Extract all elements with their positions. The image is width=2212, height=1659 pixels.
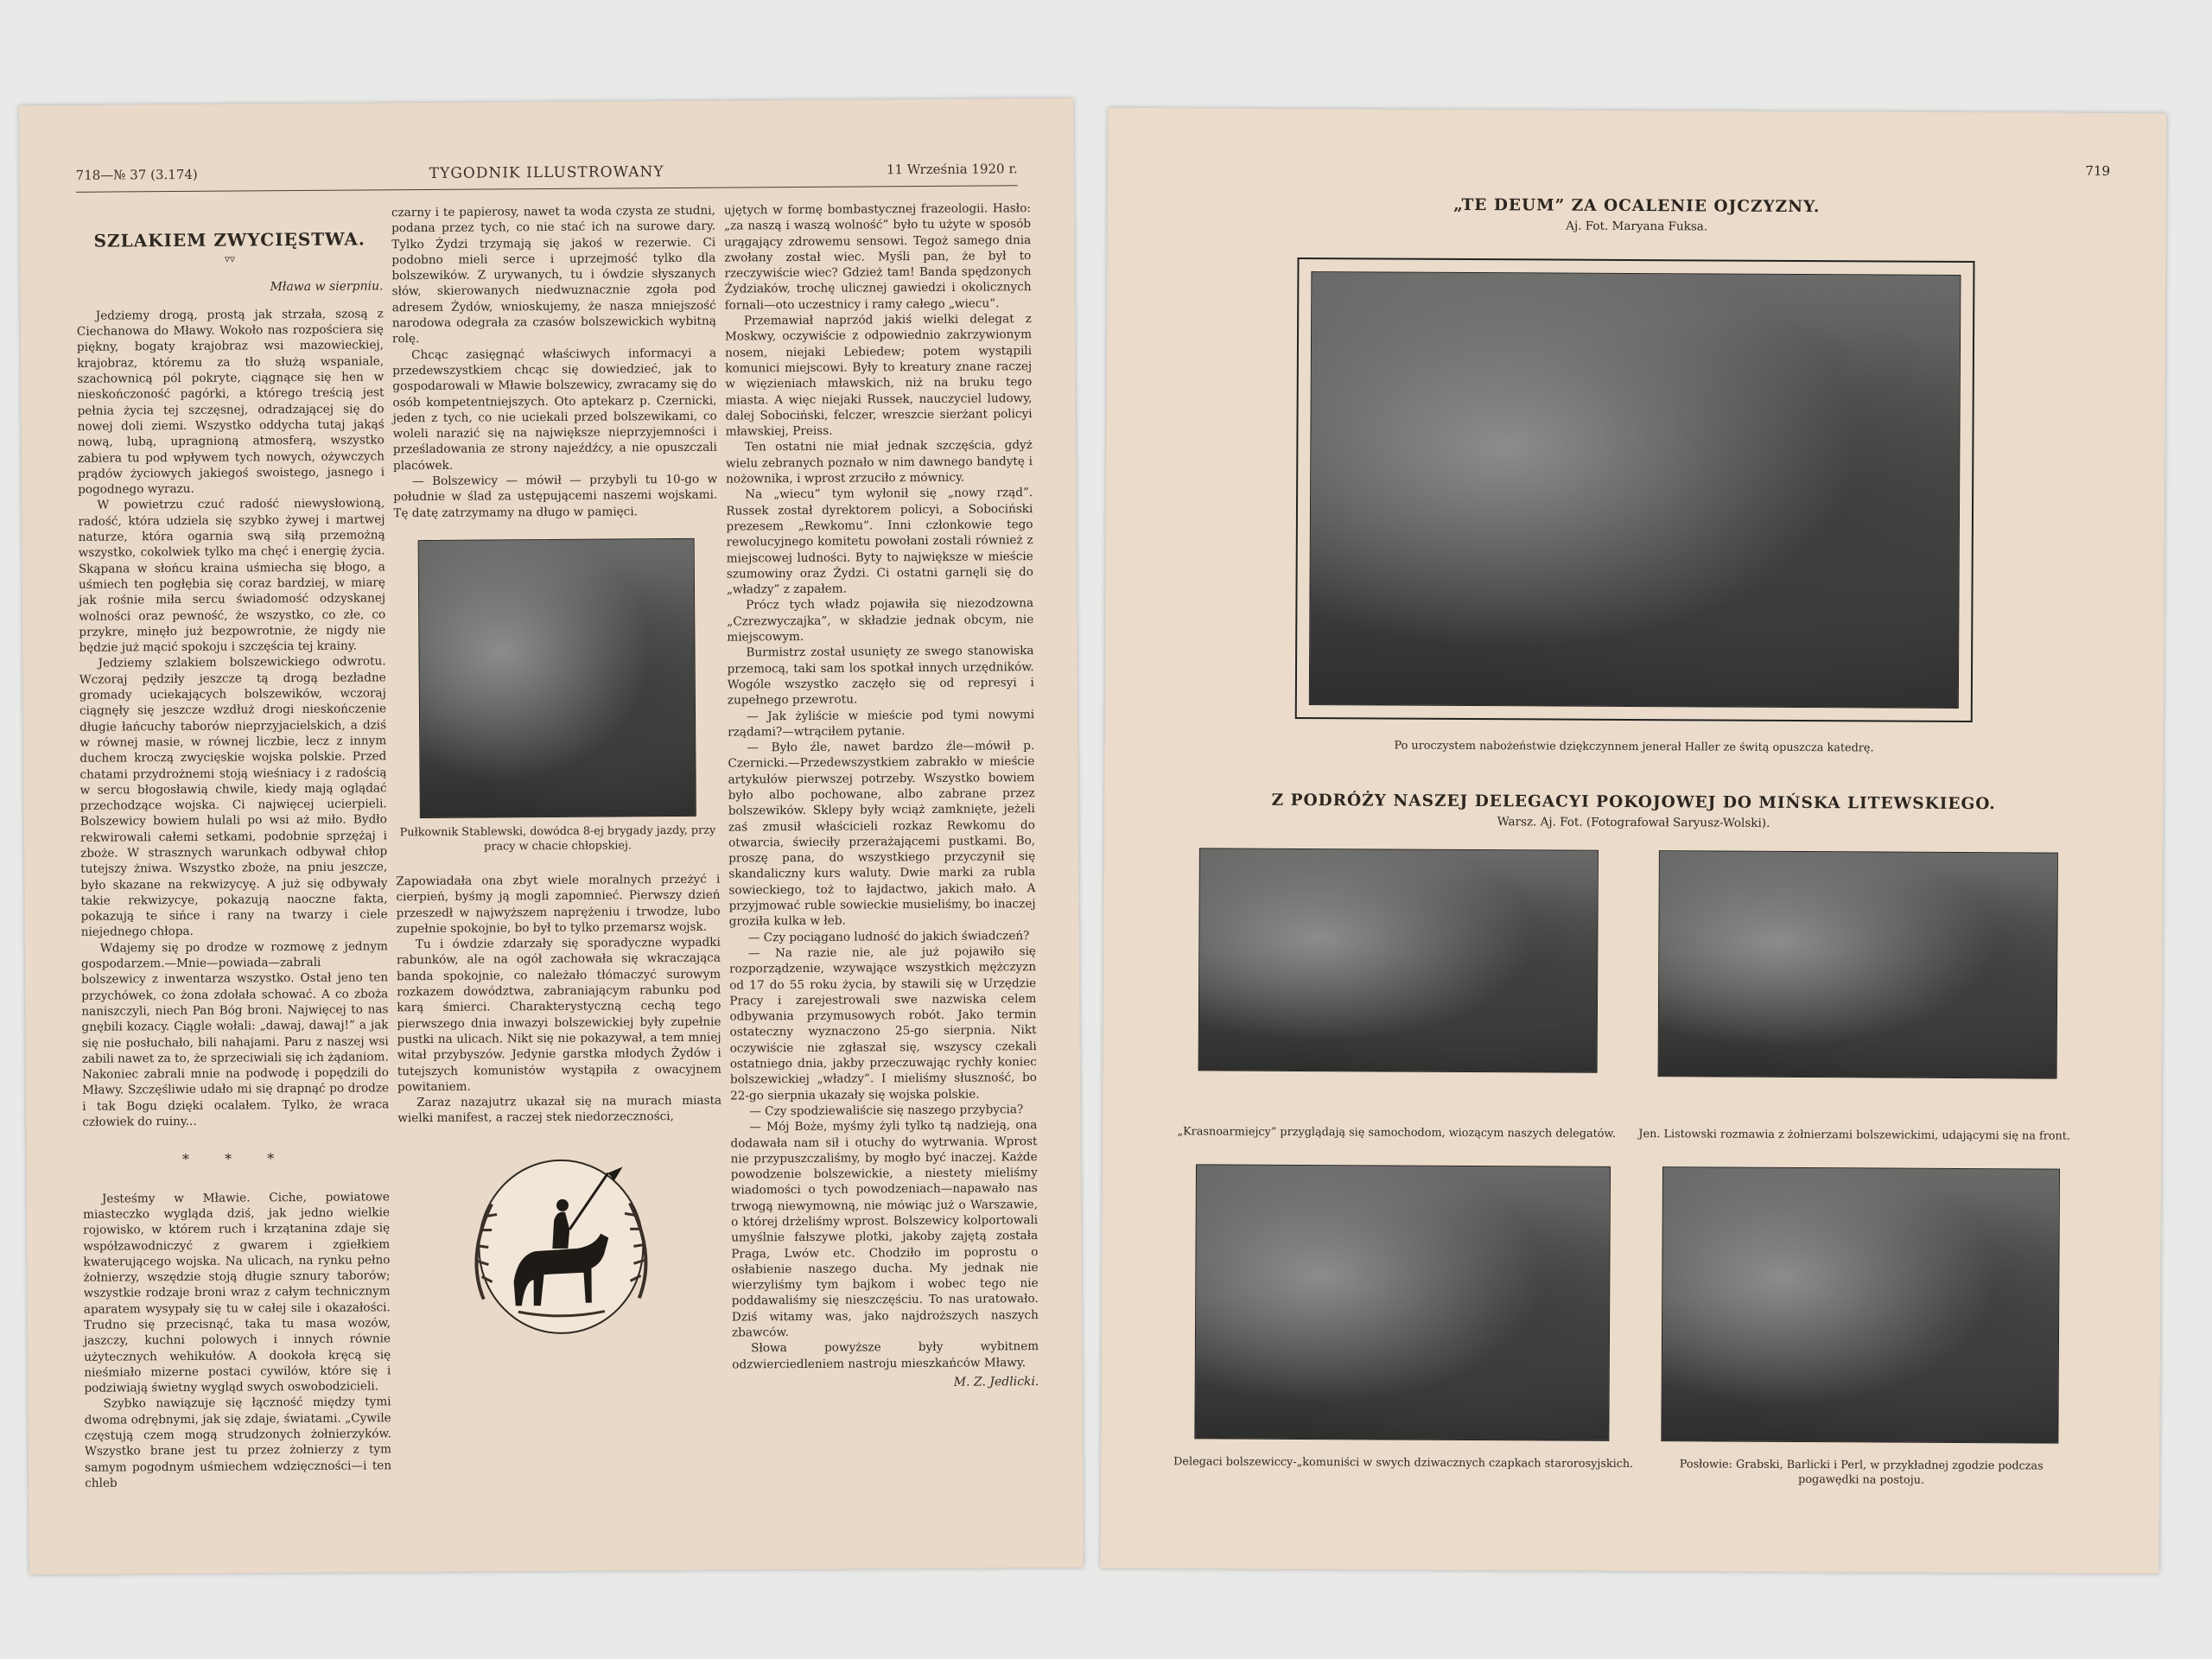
- paragraph: Jedziemy szlakiem bolszewickiego odwrotu. Wczoraj pędziły jeszcze tą drogą bezładne gromady uciekających bolszewików, wczoraj ciągnęły się jeszcze wzdłuż drogi nieskończenie długie łańcuchy taborów nieprzyjacielskich, a dziś w równej masie, w równej liczbie, lecz z innym duchem kroczą zwycięskie wojska polskie. Przed chatami przydrożnemi stoją wieśniacy i z radością w sercu błogosławią chwile, kiedy mają oglądać przechodzące wojska. Ci najwięcej ucierpieli. Bolszewicy bowiem hulali po wsi aż miło. Bydło rekwirowali całemi setkami, podobnie sprzężaj i zboże. W strasznych warunkach odbywał chłop tutejszy żniwa. Wszystko zboże, na pniu jeszcze, było skazane na rekwizycyę. A już się odbywały takie rekwizycye, pokazują naoczne fakta, pokazują te sińce i rany na twarzy i ciele niejednego chłopa.: [79, 654, 388, 940]
- article-column-1: [76, 205, 391, 1491]
- page-issue-number: 718—№ 37 (3.174): [75, 166, 198, 183]
- left-running-head: [76, 161, 1018, 188]
- paragraph: Zapowiadała ona zbyt wiele moralnych przeżyć i cierpień, byśmy ją mogli zapomnieć. Pierwszy dzień przeszedł w najwyższem naprężeniu i trwodze, lubo zupełnie spokojnie, bo był to tylko przemarsz wojsk.: [396, 872, 721, 937]
- paragraph: Zaraz nazajutrz ukazał się na murach miasta wielki manifest, a raczej stek niedorzeczności,: [397, 1093, 722, 1126]
- paragraph: Szybko nawiązuje się łączność między tymi dwoma odrębnymi, jak się zdaje, światami. „Cywile częstują czem mogą strudzonych żołnierzyków. Wszystko brane jest tu przez żołnierzy z tym samym pogodnym uśmiechem wdzięczności—i ten chleb: [84, 1395, 392, 1491]
- horseman-vignette-icon: [430, 1151, 691, 1343]
- article-title: SZLAKIEM ZWYCIĘSTWA.: [93, 228, 365, 251]
- delegation-caption-3: Delegaci bolszewiccy-„komuniści w swych dziwacznych czapkach starorosyjskich.: [1173, 1455, 1634, 1471]
- te-deum-caption: Po uroczystem nabożeństwie dziękczynnem jenerał Haller ze świtą opuszcza katedrę.: [1394, 739, 1874, 755]
- paragraph: — Czy pociągano ludność do jakich świadczeń?: [747, 928, 1030, 945]
- right-page: [1101, 108, 2167, 1573]
- delegation-photo-1: [1198, 848, 1599, 1072]
- delegation-caption-1: „Krasnoarmiejcy” przyglądają się samochodom, wiozącym naszych delegatów.: [1177, 1125, 1616, 1141]
- delegation-title: Z PODRÓŻY NASZEJ DELEGACYI POKOJOWEJ DO MIŃSKA LITEWSKIEGO.: [1271, 791, 1996, 814]
- article-dateline: Mława w sierpniu.: [270, 278, 384, 294]
- paragraph: — Było źle, nawet bardzo źle—mówił p. Czernicki.—Przedewszystkiem zabrakło w mieście artykułów pierwszej potrzeby. Wszystko bowiem było albo pochowane, albo zabrane przez bolszewików. Sklepy były wciąż zamknięte, jeżeli zaś zmusił właścicieli rozkaz Rewkomu do otwarcia, świeciły przerażającemi pustkami. Bo, proszę pana, do wszystkiego przyczynił się skandaliczny kurs waluty. Dwie marki za rubla sowieckiego, toż to łajdactwo, jakich mało. A przyjmować ruble sowieckie musieliśmy, bo inaczej groziła kulka w łeb.: [728, 739, 1036, 929]
- paragraph: Chcąc zasięgnąć właściwych informacyi a przedewszystkiem chcąc się dowiedzieć, jak to gospodarowali w Mławie bolszewicy, zwracamy się do osób kompetentniejszych. Oto aptekarz p. Czernicki, jeden z tych, co nie uciekali przed bolszewikami, co woleli narazić się na największe nieprzyjemności i prześladowania ze strony najeźdźcy, a nie opuszczali placówek.: [392, 346, 717, 474]
- delegation-photo-4: [1661, 1166, 2060, 1443]
- issue-date: 11 Września 1920 r.: [886, 161, 1018, 178]
- paragraph: — Bolszewicy — mówił — przybyli tu 10-go w południe w ślad za ustępującemi naszemi wojskami. Tę datę zatrzymamy na długo w pamięci.: [393, 472, 718, 520]
- left-page: [19, 99, 1084, 1574]
- paragraph: — Mój Boże, myśmy żyli tylko tą nadzieją, ona dodawała nam sił i otuchy do wytrwania. Wprost nie przypuszczaliśmy, by mogło być inaczej. Każde powodzenie bolszewickie, a niestety mieliśmy wiadomości o tych powodzeniach—napawało nas trwogą niewymowną, nie mówiąc już o Warszawie, o której drżeliśmy wprost. Bolszewicy kolportowali umyślnie fałszywe plotki, jakoby zajętą została Praga, Lwów etc. Chodziło im poprostu o osłabienie naszego ducha. My jednak nie wierzyliśmy tym bajkom i wobec tego nie poddawaliśmy się nieszczęściu. To nas uratowało. Dziś witamy was, jako najdroższych naszych zbawców.: [730, 1118, 1039, 1340]
- article-column-2: [391, 203, 723, 1343]
- paragraph: ujętych w formę bombastycznej frazeologii. Hasło: „za naszą i waszą wolność” było tu użyte w sposób urągający zdrowemu sensowi. Tegoż samego dnia zwołany został wiec. Myśli pan, że był to rzeczywiście wiec? Gdzież tam! Banda spędzonych Żydziaków, trochę ulicznej gawiedzi i okolicznych fornali—oto uczestnicy i ramy całego „wiecu”.: [723, 201, 1032, 313]
- paragraph: — Czy spodziewaliście się naszego przybycia?: [749, 1103, 1024, 1119]
- paragraph: W powietrzu czuć radość niewysłowioną, radość, która udziela się szybko żywej i martwej naturze, która ogarnia swą siłą przemożną wszystko, cokolwiek tylko ma chęć i energię życia. Skąpana w słońcu kraina uśmiecha się błogo, a uśmiech ten pogłębia się coraz bardziej, w miarę jak rośnie miła sercu świadomość odzyskanej wolności oraz pewność, że wszystko, co złe, co przykre, minęło już bezpowrotnie, że nigdy nie będzie już mącić spokoju i szczęścia tej krainy.: [78, 496, 386, 655]
- te-deum-credit: Aj. Fot. Maryana Fuksa.: [1566, 219, 1708, 234]
- delegation-credit: Warsz. Aj. Fot. (Fotografował Saryusz-Wolski).: [1497, 815, 1770, 830]
- paragraph: Przemawiał naprzód jakiś wielki delegat z Moskwy, oczywiście z odpowiednio zakrzywionym nosem, niejaki Lebiedew; potem wystąpili komunici miejscowi. Były to kreatury znane raczej w więzieniach mławskich, niż na bruku tego miasta. A więc niejaki Russek, nauczyciel ludowy, dalej Sobociński, felczer, wreszcie sierżant policyi mławskiej, Preiss.: [724, 312, 1033, 439]
- photo-caption: Pułkownik Stablewski, dowódca 8-ej brygady jazdy, przy pracy w chacie chłopskiej.: [399, 823, 716, 854]
- paragraph: Burmistrz został usunięty ze swego stanowiska przemocą, taki sam los spotkał innych urzędników. Wogóle wszystko zaczęło się od represyi i zupełnego przewrotu.: [727, 644, 1034, 708]
- paragraph: czarny i te papierosy, nawet ta woda czysta ze studni, podana przez tych, co nie stać ich na surowe dary. Tylko Żydzi trzymają się jakoś w rezerwie. Ci podobno mieli serce i uprzejmość tylko dla bolszewików. Z urywanych, tu i ówdzie słyszanych słów, skierowanych niedwuznacznie zgoła pod adresem Żydów, wnioskujemy, że nasza mniejszość narodowa odegrała za czasów bolszewickich wybitną rolę.: [391, 203, 716, 346]
- te-deum-photo-frame: [1295, 257, 1975, 722]
- paragraph: Wdajemy się po drodze w rozmowę z jednym gospodarzem.—Mnie—powiada—zabrali bolszewicy z inwentarza wszystko. Ostał jeno ten przychówek, co żona zdołała schować. A co zboża naniszczyli, niech Pan Bóg broni. Najwięcej to nas gnębili kozacy. Ciągle wołali: „dawaj, dawaj!” a jak się nie posłuchało, bili nahajami. Paru z naszej wsi zabili nawet za to, że sprzeciwiali się ich żądaniom. Nakoniec zabrali mnie na podwodę i popędzili do Mławy. Szczęśliwie udało mi się drapnąć po drodze i tak Bogu dzięki ocalałem. Tylko, że wraca człowiek do ruiny...: [80, 939, 390, 1129]
- delegation-caption-2: Jen. Listowski rozmawia z żołnierzami bolszewickimi, udającymi się na front.: [1638, 1128, 2071, 1143]
- paragraph: Jesteśmy w Mławie. Ciche, powiatowe miasteczko wygląda dziś, jak jedno wielkie rojowisko, w którem ruch i krzątanina zdaje się współzawodniczyć z gwarem i zgiełkiem kwaterującego wojska. Na ulicach, na rynku pełno żołnierzy, wszędzie stoją długie sznury taborów; wszystkie rodzaje broni wraz z całym technicznym aparatem wysypały się tu w całej sile i okazałości. Trudno się przecisnąć, taka tu masa wozów, jaszczy, kuchni polowych i innych równie użytecznych wehikułów. A dookoła kręcą się nieśmiało mizerne postaci cywilów, które się i podziwiają świetny wygląd swych oswobodzicieli.: [82, 1189, 391, 1395]
- paragraph: Tu i ówdzie zdarzały się sporadyczne wypadki rabunków, ale na ogół zachowała się wkraczająca banda spokojnie, co należało tłómaczyć surowym rozkazem dowództwa, zabraniającym rabunku pod karą śmierci. Charakterystyczną cechą tego pierwszego dnia inwazyi bolszewickiej były zupełnie pustki na ulicach. Nikt się nie pokazywał, a tem mniej witał przybyszów. Jedynie garstka młodych Żydów i tutejszych komunistów wystąpiła z owacyjnem powitaniem.: [396, 935, 721, 1095]
- paragraph: Na „wiecu” tym wyłonił się „nowy rząd”. Russek został dyrektorem policyi, a Sobociński prezesem „Rewkomu”. Inni członkowie tego rewolucyjnego komitetu powołani zostali również z miejscowej ludności. Byty to największe w mieście szumowiny oraz Żydzi. Ci ostatni garnęli się do „władzy” z zapałem.: [726, 486, 1033, 597]
- paragraph: Słowa powyższe były wybitnem odzwierciedleniem nastroju mieszkańców Mławy.: [732, 1339, 1039, 1372]
- colonel-photo: [417, 538, 696, 818]
- cavalryman-emblem: [430, 1151, 691, 1343]
- paragraph: Jedziemy drogą, prostą jak strzała, szosą z Ciechanowa do Mławy. Wokoło nas rozpościera się piękny, bogaty krajobraz wsi mazowieckiej, krajobraz, któremu za tło służą wspaniale, szachownicą pól pokryte, ciągnące się hen w nieskończoność pagórki, a którego treścią jest pełnia życia tej szczęsnej, odradzającej się do nowej doli ziemi. Wszystko oddycha tutaj jakąś nową, lubą, upragnioną atmosferą, wszystko zabiera tu pod wpływem tych nowych, ożywczych prądów życiowych jakiegoś swoistego, jasnego i pogodnego wyrazu.: [76, 307, 385, 497]
- delegation-photo-2: [1658, 850, 2058, 1078]
- te-deum-photo: [1309, 271, 1961, 709]
- title-ornament: ▿▿: [224, 252, 235, 265]
- article-column-3: [724, 200, 1039, 1392]
- paragraph: Prócz tych władz pojawiła się niezodzowna „Czrezwyczajka”, w składzie jednak obcym, nie miejscowym.: [727, 596, 1034, 645]
- delegation-photo-3: [1194, 1164, 1611, 1441]
- section-break-stars: * * *: [181, 1150, 290, 1168]
- te-deum-title: „TE DEUM” ZA OCALENIE OJCZYZNY.: [1453, 195, 1821, 217]
- paragraph: Ten ostatni nie miał jednak szczęścia, gdyż wielu zebranych poznało w nim dawnego bandytę i nożownika, i wprost zrzuciło z mównicy.: [725, 438, 1033, 486]
- paragraph: — Jak żyliście w mieście pod tymi nowymi rządami?—wtrąciłem pytanie.: [728, 707, 1035, 740]
- page-number: 719: [2085, 162, 2111, 179]
- paragraph: — Na razie nie, ale już pojawiło się rozporządzenie, wzywające wszystkich mężczyzn od 17 do 55 roku życia, by stawili się w Urzędzie Pracy i zarejestrowali swe nazwiska celem odbywania przymusowych robót. Jako termin ostateczny wyznaczono 25-go sierpnia. Nikt oczywiście nie zgłaszał się, wszyscy czekali ostatniego dnia, jakby przeczuwając rychły koniec bolszewickiej „władzy”. I mieliśmy słuszność, bo 22-go sierpnia ukazały się wojska polskie.: [729, 944, 1038, 1103]
- author-signature: M. Z. Jedlicki.: [953, 1375, 1039, 1389]
- journal-title: TYGODNIK ILLUSTROWANY: [429, 163, 664, 182]
- delegation-caption-4: Posłowie: Grabski, Barlicki i Perl, w przykładnej zgodzie podczas pogawędki na postoju.: [1679, 1458, 2044, 1487]
